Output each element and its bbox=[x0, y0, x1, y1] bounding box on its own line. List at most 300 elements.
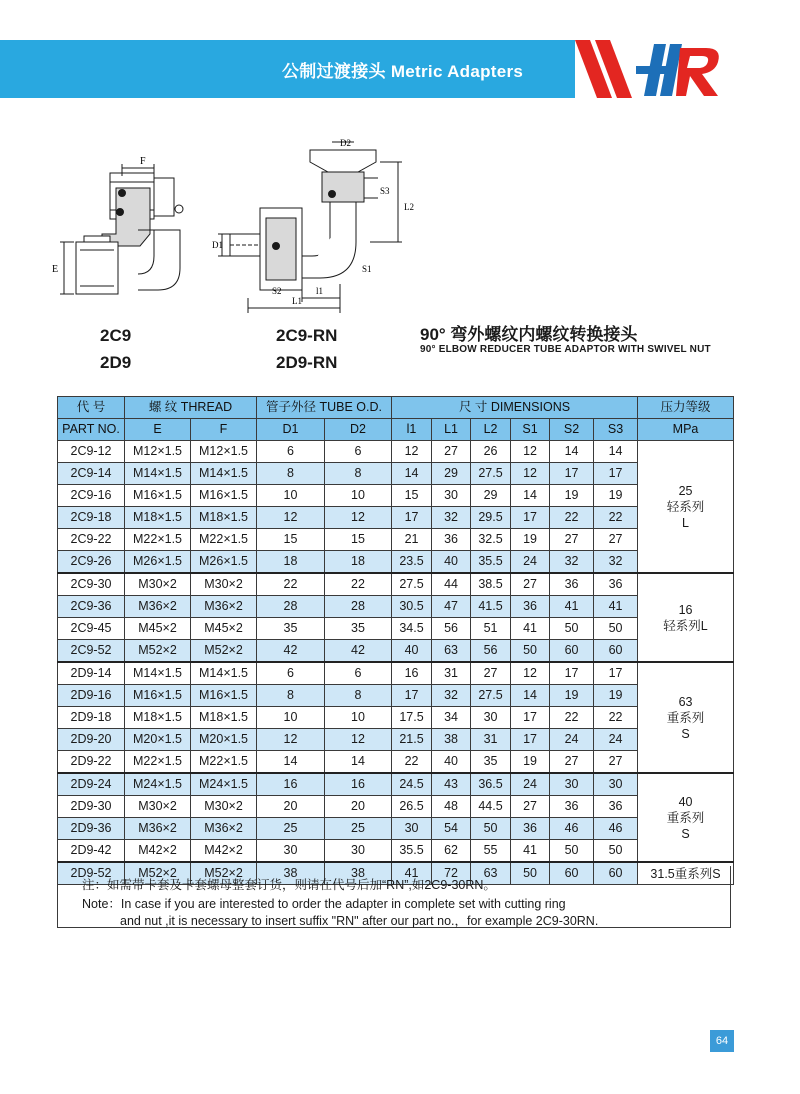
table-row bbox=[58, 796, 734, 818]
cell-d2: 10 bbox=[325, 707, 392, 729]
cell-l2: 51 bbox=[471, 618, 511, 640]
cell-s2: 14 bbox=[550, 441, 594, 463]
cell-l2: 27.5 bbox=[471, 685, 511, 707]
cell-s2: 27 bbox=[550, 751, 594, 774]
cell-l2: 35.5 bbox=[471, 551, 511, 574]
header-thread: 螺 纹 THREAD bbox=[125, 397, 257, 419]
pressure-series: 重系列 bbox=[666, 810, 705, 825]
cell-thread-f: M52×2 bbox=[191, 640, 257, 663]
cell-s3: 60 bbox=[594, 862, 638, 885]
cell-s2: 19 bbox=[550, 685, 594, 707]
cell-l2: 32.5 bbox=[471, 529, 511, 551]
header-e: E bbox=[125, 419, 191, 441]
cell-s1: 19 bbox=[511, 751, 550, 774]
cell-l2: 31 bbox=[471, 729, 511, 751]
pressure-value: 63 bbox=[678, 694, 693, 709]
cell-s3: 27 bbox=[594, 751, 638, 774]
cell-d1: 38 bbox=[257, 862, 325, 885]
cell-d2: 22 bbox=[325, 573, 392, 596]
cell-d2: 16 bbox=[325, 773, 392, 796]
cell-l1: 72 bbox=[432, 862, 471, 885]
cell-d2: 6 bbox=[325, 441, 392, 463]
cell-l2: 41.5 bbox=[471, 596, 511, 618]
cell-s1: 17 bbox=[511, 507, 550, 529]
cell-thread-f: M18×1.5 bbox=[191, 707, 257, 729]
cell-d2: 20 bbox=[325, 796, 392, 818]
table-row bbox=[58, 773, 734, 796]
cell-thread-e: M26×1.5 bbox=[125, 551, 191, 574]
pressure-value: 16 bbox=[678, 602, 693, 617]
table-row bbox=[58, 729, 734, 751]
cell-part-no: 2D9-20 bbox=[58, 729, 125, 751]
cell-s2: 24 bbox=[550, 729, 594, 751]
cell-l1-small: 23.5 bbox=[392, 551, 432, 574]
cell-part-no: 2C9-26 bbox=[58, 551, 125, 574]
order-notes bbox=[57, 866, 731, 928]
cell-s1: 36 bbox=[511, 818, 550, 840]
cell-thread-e: M36×2 bbox=[125, 596, 191, 618]
dimensions-table-container bbox=[57, 396, 733, 885]
table-row bbox=[58, 485, 734, 507]
cell-l1: 40 bbox=[432, 751, 471, 774]
cell-part-no: 2C9-30 bbox=[58, 573, 125, 596]
cell-s1: 12 bbox=[511, 662, 550, 685]
cell-l1-small: 12 bbox=[392, 441, 432, 463]
cell-d1: 20 bbox=[257, 796, 325, 818]
cell-thread-f: M30×2 bbox=[191, 796, 257, 818]
header-f: F bbox=[191, 419, 257, 441]
cell-thread-e: M20×1.5 bbox=[125, 729, 191, 751]
cell-d1: 22 bbox=[257, 573, 325, 596]
header-s2: S2 bbox=[550, 419, 594, 441]
cell-l2: 27.5 bbox=[471, 463, 511, 485]
cell-s3: 30 bbox=[594, 773, 638, 796]
dim-label-s1: S1 bbox=[362, 264, 372, 274]
cell-thread-e: M22×1.5 bbox=[125, 529, 191, 551]
cell-thread-e: M42×2 bbox=[125, 840, 191, 863]
header-s1: S1 bbox=[511, 419, 550, 441]
cell-l1: 48 bbox=[432, 796, 471, 818]
pressure-group-cell bbox=[638, 662, 734, 773]
note-english-line-1: Note：In case if you are interested to order the adapter in complete set with cutting ring bbox=[82, 897, 566, 911]
cell-part-no: 2D9-16 bbox=[58, 685, 125, 707]
table-header-row-1 bbox=[58, 397, 734, 419]
cell-thread-f: M16×1.5 bbox=[191, 685, 257, 707]
cell-d1: 12 bbox=[257, 729, 325, 751]
table-row bbox=[58, 507, 734, 529]
cell-s2: 30 bbox=[550, 773, 594, 796]
cell-s1: 12 bbox=[511, 463, 550, 485]
cell-d2: 12 bbox=[325, 507, 392, 529]
header-banner bbox=[0, 40, 800, 98]
cell-d2: 8 bbox=[325, 685, 392, 707]
cell-part-no: 2D9-24 bbox=[58, 773, 125, 796]
page-title: 公制过渡接头 Metric Adapters bbox=[282, 62, 524, 81]
cell-s1: 27 bbox=[511, 573, 550, 596]
cell-s2: 50 bbox=[550, 840, 594, 863]
cell-s2: 50 bbox=[550, 618, 594, 640]
table-row bbox=[58, 685, 734, 707]
cell-thread-f: M45×2 bbox=[191, 618, 257, 640]
cell-l1: 32 bbox=[432, 507, 471, 529]
cell-l1: 56 bbox=[432, 618, 471, 640]
cell-l2: 26 bbox=[471, 441, 511, 463]
cell-d2: 14 bbox=[325, 751, 392, 774]
header-pressure: 压力等级 bbox=[638, 397, 734, 419]
left-fitting-drawing bbox=[60, 164, 183, 294]
cell-thread-f: M12×1.5 bbox=[191, 441, 257, 463]
cell-s2: 36 bbox=[550, 573, 594, 596]
cell-l1-small: 22 bbox=[392, 751, 432, 774]
cell-thread-f: M26×1.5 bbox=[191, 551, 257, 574]
dim-label-s2: S2 bbox=[272, 286, 282, 296]
cell-d1: 16 bbox=[257, 773, 325, 796]
cell-d1: 6 bbox=[257, 441, 325, 463]
cell-s1: 27 bbox=[511, 796, 550, 818]
header-d1: D1 bbox=[257, 419, 325, 441]
header-s3: S3 bbox=[594, 419, 638, 441]
cell-s2: 22 bbox=[550, 707, 594, 729]
cell-s2: 60 bbox=[550, 640, 594, 663]
dim-label-s3: S3 bbox=[380, 186, 390, 196]
cell-s3: 19 bbox=[594, 685, 638, 707]
cell-s3: 17 bbox=[594, 463, 638, 485]
cell-thread-f: M30×2 bbox=[191, 573, 257, 596]
cell-s2: 32 bbox=[550, 551, 594, 574]
header-l1-small: l1 bbox=[392, 419, 432, 441]
cell-d2: 8 bbox=[325, 463, 392, 485]
table-row bbox=[58, 596, 734, 618]
pressure-value: 25 bbox=[678, 483, 693, 498]
cell-l1: 43 bbox=[432, 773, 471, 796]
header-part-no: PART NO. bbox=[58, 419, 125, 441]
pressure-series: 轻系列 bbox=[666, 499, 705, 514]
cell-s3: 14 bbox=[594, 441, 638, 463]
cell-l1-small: 41 bbox=[392, 862, 432, 885]
cell-thread-e: M12×1.5 bbox=[125, 441, 191, 463]
pressure-code: S bbox=[681, 826, 690, 841]
cell-d1: 8 bbox=[257, 685, 325, 707]
cell-d1: 35 bbox=[257, 618, 325, 640]
product-heading-cn: 90° 弯外螺纹内螺纹转换接头 bbox=[420, 325, 638, 344]
cell-l2: 29.5 bbox=[471, 507, 511, 529]
cell-s1: 50 bbox=[511, 640, 550, 663]
page-number: 64 bbox=[710, 1030, 734, 1052]
cell-d2: 30 bbox=[325, 840, 392, 863]
cell-l1-small: 21.5 bbox=[392, 729, 432, 751]
cell-l2: 35 bbox=[471, 751, 511, 774]
cell-thread-e: M18×1.5 bbox=[125, 707, 191, 729]
pressure-value: 40 bbox=[678, 794, 693, 809]
cell-d2: 35 bbox=[325, 618, 392, 640]
cell-d1: 18 bbox=[257, 551, 325, 574]
cell-d2: 42 bbox=[325, 640, 392, 663]
cell-thread-f: M22×1.5 bbox=[191, 529, 257, 551]
cell-d2: 10 bbox=[325, 485, 392, 507]
cell-l2: 50 bbox=[471, 818, 511, 840]
cell-part-no: 2D9-22 bbox=[58, 751, 125, 774]
cell-l2: 30 bbox=[471, 707, 511, 729]
code-2c9: 2C9 bbox=[100, 326, 132, 345]
cell-s1: 12 bbox=[511, 441, 550, 463]
pressure-series: 轻系列L bbox=[663, 618, 708, 633]
cell-d1: 12 bbox=[257, 507, 325, 529]
cell-s1: 24 bbox=[511, 773, 550, 796]
cell-s2: 17 bbox=[550, 463, 594, 485]
pressure-group-cell bbox=[638, 573, 734, 662]
cell-s2: 27 bbox=[550, 529, 594, 551]
cell-s1: 14 bbox=[511, 685, 550, 707]
pressure-group-cell bbox=[638, 441, 734, 574]
cell-s2: 17 bbox=[550, 662, 594, 685]
code-2c9-rn: 2C9-RN bbox=[276, 326, 338, 345]
cell-s1: 50 bbox=[511, 862, 550, 885]
cell-l1-small: 30.5 bbox=[392, 596, 432, 618]
cell-part-no: 2C9-36 bbox=[58, 596, 125, 618]
table-row bbox=[58, 463, 734, 485]
cell-s2: 22 bbox=[550, 507, 594, 529]
dimensions-table bbox=[57, 396, 734, 885]
cell-s3: 32 bbox=[594, 551, 638, 574]
cell-l2: 56 bbox=[471, 640, 511, 663]
cell-thread-f: M14×1.5 bbox=[191, 463, 257, 485]
cell-thread-e: M24×1.5 bbox=[125, 773, 191, 796]
table-row bbox=[58, 441, 734, 463]
cell-part-no: 2C9-16 bbox=[58, 485, 125, 507]
pressure-series: 重系列 bbox=[666, 710, 705, 725]
cell-thread-e: M52×2 bbox=[125, 640, 191, 663]
table-row bbox=[58, 551, 734, 574]
cell-s2: 36 bbox=[550, 796, 594, 818]
product-heading-en: 90° ELBOW REDUCER TUBE ADAPTOR WITH SWIVEL NUT bbox=[420, 344, 711, 355]
cell-thread-f: M22×1.5 bbox=[191, 751, 257, 774]
cell-thread-f: M24×1.5 bbox=[191, 773, 257, 796]
dim-label-e: E bbox=[52, 264, 59, 275]
technical-drawing bbox=[40, 138, 420, 313]
cell-part-no: 2D9-18 bbox=[58, 707, 125, 729]
cell-thread-f: M16×1.5 bbox=[191, 485, 257, 507]
table-row bbox=[58, 640, 734, 663]
cell-l1-small: 21 bbox=[392, 529, 432, 551]
cell-l1: 34 bbox=[432, 707, 471, 729]
cell-s3: 41 bbox=[594, 596, 638, 618]
cell-l1: 30 bbox=[432, 485, 471, 507]
dim-label-d1: D1 bbox=[212, 240, 223, 250]
cell-l1: 54 bbox=[432, 818, 471, 840]
cell-l1: 38 bbox=[432, 729, 471, 751]
table-row bbox=[58, 662, 734, 685]
cell-thread-e: M16×1.5 bbox=[125, 485, 191, 507]
cell-l2: 29 bbox=[471, 485, 511, 507]
cell-d1: 10 bbox=[257, 485, 325, 507]
cell-l1-small: 34.5 bbox=[392, 618, 432, 640]
cell-s2: 19 bbox=[550, 485, 594, 507]
cell-l2: 38.5 bbox=[471, 573, 511, 596]
cell-d1: 15 bbox=[257, 529, 325, 551]
cell-l1: 47 bbox=[432, 596, 471, 618]
cell-thread-f: M52×2 bbox=[191, 862, 257, 885]
cell-l1: 44 bbox=[432, 573, 471, 596]
cell-part-no: 2C9-14 bbox=[58, 463, 125, 485]
cell-part-no: 2D9-52 bbox=[58, 862, 125, 885]
cell-l1: 40 bbox=[432, 551, 471, 574]
header-tube-od: 管子外径 TUBE O.D. bbox=[257, 397, 392, 419]
cell-l1: 32 bbox=[432, 685, 471, 707]
cell-d1: 30 bbox=[257, 840, 325, 863]
header-l2: L2 bbox=[471, 419, 511, 441]
cell-l1: 63 bbox=[432, 640, 471, 663]
cell-thread-f: M36×2 bbox=[191, 818, 257, 840]
cell-thread-e: M36×2 bbox=[125, 818, 191, 840]
cell-part-no: 2D9-36 bbox=[58, 818, 125, 840]
code-2d9-rn: 2D9-RN bbox=[276, 353, 338, 372]
pressure-code: L bbox=[682, 515, 689, 530]
cell-d1: 8 bbox=[257, 463, 325, 485]
table-row bbox=[58, 529, 734, 551]
cell-thread-f: M36×2 bbox=[191, 596, 257, 618]
cell-d2: 15 bbox=[325, 529, 392, 551]
cell-l1-small: 35.5 bbox=[392, 840, 432, 863]
table-row bbox=[58, 618, 734, 640]
header-code: 代 号 bbox=[58, 397, 125, 419]
cell-l1-small: 15 bbox=[392, 485, 432, 507]
cell-thread-e: M30×2 bbox=[125, 573, 191, 596]
cell-l1: 36 bbox=[432, 529, 471, 551]
cell-l1: 31 bbox=[432, 662, 471, 685]
pressure-value: 31.5重系列S bbox=[650, 866, 721, 881]
cell-l1-small: 16 bbox=[392, 662, 432, 685]
cell-l2: 44.5 bbox=[471, 796, 511, 818]
cell-s3: 36 bbox=[594, 796, 638, 818]
dim-label-l2: L2 bbox=[404, 202, 414, 212]
table-body bbox=[58, 441, 734, 885]
cell-s3: 60 bbox=[594, 640, 638, 663]
header-dimensions: 尺 寸 DIMENSIONS bbox=[392, 397, 638, 419]
cell-s2: 46 bbox=[550, 818, 594, 840]
cell-d1: 14 bbox=[257, 751, 325, 774]
dim-label-l1-lower: l1 bbox=[316, 286, 324, 296]
table-row bbox=[58, 751, 734, 774]
cell-s1: 41 bbox=[511, 840, 550, 863]
cell-s3: 22 bbox=[594, 707, 638, 729]
cell-part-no: 2C9-45 bbox=[58, 618, 125, 640]
cell-thread-e: M16×1.5 bbox=[125, 685, 191, 707]
cell-l1: 29 bbox=[432, 463, 471, 485]
cell-d1: 10 bbox=[257, 707, 325, 729]
cell-part-no: 2C9-52 bbox=[58, 640, 125, 663]
pressure-code: S bbox=[681, 726, 690, 741]
cell-l2: 27 bbox=[471, 662, 511, 685]
cell-l1: 62 bbox=[432, 840, 471, 863]
cell-l1-small: 17 bbox=[392, 685, 432, 707]
cell-s1: 41 bbox=[511, 618, 550, 640]
cell-l1-small: 14 bbox=[392, 463, 432, 485]
cell-s3: 50 bbox=[594, 840, 638, 863]
cell-s3: 27 bbox=[594, 529, 638, 551]
cell-s2: 60 bbox=[550, 862, 594, 885]
cell-s3: 17 bbox=[594, 662, 638, 685]
cell-thread-f: M14×1.5 bbox=[191, 662, 257, 685]
cell-thread-f: M42×2 bbox=[191, 840, 257, 863]
cell-s1: 24 bbox=[511, 551, 550, 574]
header-l1: L1 bbox=[432, 419, 471, 441]
cell-part-no: 2D9-14 bbox=[58, 662, 125, 685]
cell-l1-small: 40 bbox=[392, 640, 432, 663]
cell-thread-f: M18×1.5 bbox=[191, 507, 257, 529]
cell-d2: 12 bbox=[325, 729, 392, 751]
table-header-row-2 bbox=[58, 419, 734, 441]
header-d2: D2 bbox=[325, 419, 392, 441]
cell-d1: 42 bbox=[257, 640, 325, 663]
cell-thread-e: M52×2 bbox=[125, 862, 191, 885]
cell-d2: 18 bbox=[325, 551, 392, 574]
cell-d2: 25 bbox=[325, 818, 392, 840]
cell-d2: 28 bbox=[325, 596, 392, 618]
cell-part-no: 2C9-12 bbox=[58, 441, 125, 463]
cell-s3: 22 bbox=[594, 507, 638, 529]
cell-s1: 14 bbox=[511, 485, 550, 507]
cell-l1: 27 bbox=[432, 441, 471, 463]
note-chinese: 注：如需带卡套及卡套螺母整套订货，则请在代号后加“RN”,如2C9-30RN。 bbox=[82, 878, 496, 892]
cell-s3: 50 bbox=[594, 618, 638, 640]
cell-l1-small: 30 bbox=[392, 818, 432, 840]
cell-s1: 19 bbox=[511, 529, 550, 551]
cell-part-no: 2C9-18 bbox=[58, 507, 125, 529]
dim-label-l1: L1 bbox=[292, 296, 302, 306]
table-row bbox=[58, 818, 734, 840]
cell-thread-e: M14×1.5 bbox=[125, 662, 191, 685]
cell-s3: 46 bbox=[594, 818, 638, 840]
cell-thread-e: M30×2 bbox=[125, 796, 191, 818]
cell-s3: 36 bbox=[594, 573, 638, 596]
cell-d1: 28 bbox=[257, 596, 325, 618]
company-logo-icon bbox=[636, 42, 728, 98]
cell-l2: 63 bbox=[471, 862, 511, 885]
cell-l1-small: 26.5 bbox=[392, 796, 432, 818]
cell-s3: 24 bbox=[594, 729, 638, 751]
cell-l1-small: 17 bbox=[392, 507, 432, 529]
dim-label-f: F bbox=[140, 156, 146, 167]
cell-s1: 17 bbox=[511, 707, 550, 729]
code-2d9: 2D9 bbox=[100, 353, 132, 372]
cell-l2: 55 bbox=[471, 840, 511, 863]
table-row bbox=[58, 707, 734, 729]
cell-l1-small: 27.5 bbox=[392, 573, 432, 596]
cell-thread-e: M45×2 bbox=[125, 618, 191, 640]
cell-thread-f: M20×1.5 bbox=[191, 729, 257, 751]
cell-s3: 19 bbox=[594, 485, 638, 507]
pressure-group-cell bbox=[638, 773, 734, 862]
cell-s1: 17 bbox=[511, 729, 550, 751]
cell-thread-e: M22×1.5 bbox=[125, 751, 191, 774]
cell-s2: 41 bbox=[550, 596, 594, 618]
table-row bbox=[58, 573, 734, 596]
dim-label-d2: D2 bbox=[340, 138, 351, 148]
cell-l1-small: 24.5 bbox=[392, 773, 432, 796]
cell-part-no: 2D9-30 bbox=[58, 796, 125, 818]
table-row bbox=[58, 840, 734, 863]
cell-l2: 36.5 bbox=[471, 773, 511, 796]
header-mpa: MPa bbox=[638, 419, 734, 441]
cell-thread-e: M14×1.5 bbox=[125, 463, 191, 485]
cell-thread-e: M18×1.5 bbox=[125, 507, 191, 529]
cell-part-no: 2C9-22 bbox=[58, 529, 125, 551]
right-fitting-drawing bbox=[218, 142, 402, 313]
cell-l1-small: 17.5 bbox=[392, 707, 432, 729]
note-english-line-2: and nut ,it is necessary to insert suffix "RN" after our part no.，for example 2C9-30RN. bbox=[120, 914, 599, 928]
cell-s1: 36 bbox=[511, 596, 550, 618]
cell-d2: 6 bbox=[325, 662, 392, 685]
